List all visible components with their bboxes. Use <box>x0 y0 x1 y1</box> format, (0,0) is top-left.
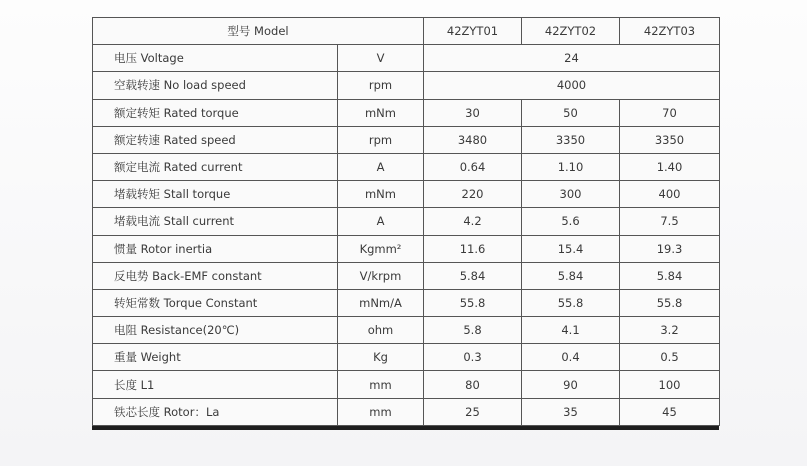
value-cell: 3.2 <box>620 317 720 344</box>
table-row <box>93 235 720 262</box>
unit-cell: ohm <box>338 317 424 344</box>
value-cell: 5.6 <box>522 208 620 235</box>
table-row <box>93 317 720 344</box>
table-row <box>93 181 720 208</box>
value-cell: 50 <box>522 99 620 126</box>
value-cell: 1.40 <box>620 153 720 180</box>
table-row <box>93 262 720 289</box>
parameter-label: 长度 L1 <box>93 371 338 398</box>
table-row <box>93 289 720 316</box>
unit-cell: A <box>338 153 424 180</box>
value-cell: 19.3 <box>620 235 720 262</box>
value-cell: 0.5 <box>620 344 720 371</box>
unit-cell: rpm <box>338 126 424 153</box>
unit-cell: mNm <box>338 99 424 126</box>
unit-cell: mNm <box>338 181 424 208</box>
value-cell: 11.6 <box>424 235 522 262</box>
value-cell: 45 <box>620 398 720 425</box>
parameter-label: 堵载转矩 Stall torque <box>93 181 338 208</box>
value-cell: 0.64 <box>424 153 522 180</box>
value-cell: 4.1 <box>522 317 620 344</box>
value-cell: 5.8 <box>424 317 522 344</box>
table-row <box>93 208 720 235</box>
unit-cell: mNm/A <box>338 289 424 316</box>
unit-cell: Kgmm² <box>338 235 424 262</box>
value-cell: 15.4 <box>522 235 620 262</box>
unit-cell: A <box>338 208 424 235</box>
value-cell: 5.84 <box>424 262 522 289</box>
value-cell: 90 <box>522 371 620 398</box>
value-cell: 30 <box>424 99 522 126</box>
value-cell: 7.5 <box>620 208 720 235</box>
parameter-label: 额定电流 Rated current <box>93 153 338 180</box>
unit-cell: Kg <box>338 344 424 371</box>
value-cell: 35 <box>522 398 620 425</box>
value-cell: 55.8 <box>620 289 720 316</box>
table-row <box>93 72 720 99</box>
parameter-label: 空载转速 No load speed <box>93 72 338 99</box>
table-row <box>93 126 720 153</box>
value-cell: 4.2 <box>424 208 522 235</box>
spec-table-body <box>93 45 720 426</box>
value-cell: 400 <box>620 181 720 208</box>
value-cell: 55.8 <box>522 289 620 316</box>
value-cell: 3480 <box>424 126 522 153</box>
table-row <box>93 344 720 371</box>
model-header: 型号 Model <box>93 18 424 45</box>
value-cell: 25 <box>424 398 522 425</box>
value-cell: 220 <box>424 181 522 208</box>
unit-cell: mm <box>338 398 424 425</box>
value-cell: 4000 <box>424 72 720 99</box>
table-row <box>93 398 720 425</box>
value-cell: 80 <box>424 371 522 398</box>
model-column-header: 42ZYT02 <box>522 18 620 45</box>
parameter-label: 堵载电流 Stall current <box>93 208 338 235</box>
value-cell: 0.4 <box>522 344 620 371</box>
model-column-header: 42ZYT01 <box>424 18 522 45</box>
parameter-label: 反电势 Back-EMF constant <box>93 262 338 289</box>
table-row <box>93 371 720 398</box>
value-cell: 1.10 <box>522 153 620 180</box>
value-cell: 0.3 <box>424 344 522 371</box>
parameter-label: 铁芯长度 Rotor：La <box>93 398 338 425</box>
parameter-label: 电阻 Resistance(20℃) <box>93 317 338 344</box>
parameter-label: 转矩常数 Torque Constant <box>93 289 338 316</box>
unit-cell: rpm <box>338 72 424 99</box>
value-cell: 70 <box>620 99 720 126</box>
unit-cell: V/krpm <box>338 262 424 289</box>
unit-cell: mm <box>338 371 424 398</box>
value-cell: 100 <box>620 371 720 398</box>
value-cell: 5.84 <box>522 262 620 289</box>
table-row <box>93 99 720 126</box>
parameter-label: 额定转矩 Rated torque <box>93 99 338 126</box>
parameter-label: 重量 Weight <box>93 344 338 371</box>
value-cell: 3350 <box>620 126 720 153</box>
table-row <box>93 45 720 72</box>
table-row <box>93 153 720 180</box>
header-row <box>93 18 720 45</box>
value-cell: 300 <box>522 181 620 208</box>
value-cell: 55.8 <box>424 289 522 316</box>
spec-table-container <box>92 17 719 430</box>
motor-spec-table <box>92 17 720 426</box>
value-cell: 3350 <box>522 126 620 153</box>
parameter-label: 电压 Voltage <box>93 45 338 72</box>
model-column-header: 42ZYT03 <box>620 18 720 45</box>
parameter-label: 额定转速 Rated speed <box>93 126 338 153</box>
value-cell: 5.84 <box>620 262 720 289</box>
unit-cell: V <box>338 45 424 72</box>
parameter-label: 惯量 Rotor inertia <box>93 235 338 262</box>
value-cell: 24 <box>424 45 720 72</box>
